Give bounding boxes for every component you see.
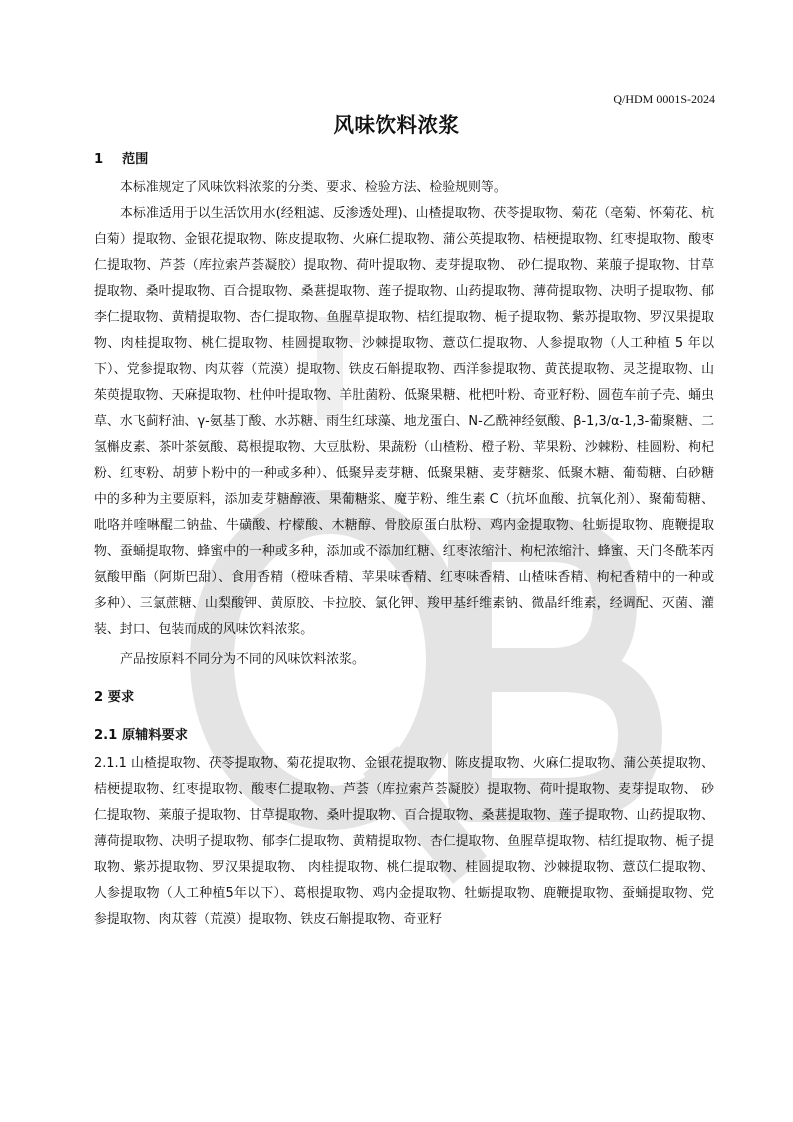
standard-code: Q/HDM 0001S-2024 — [613, 92, 715, 106]
raw-materials-paragraph-1: 2.1.1 山楂提取物、茯苓提取物、菊花提取物、金银花提取物、陈皮提取物、火麻仁提取物、蒲公英提取物、桔梗提取物、红枣提取物、酸枣仁提取物、芦荟（库拉索芦荟凝胶）提取物、荷叶提取物、麦芽提取物、 砂仁提取物、莱菔子提取物、甘草提取物、桑叶提取物、百合提取物、桑葚提取物、莲子提取物、山药提取物、薄荷提取物、决明子提取物、郁李仁提取物、黄精提取物、杏仁提取物、鱼腥草提取物、桔红提取物、栀子提取物、紫苏提取物、罗汉果提取物、 肉桂提取物、桃仁提取物、桂圆提取物、沙棘提取物、薏苡仁提取物、人参提取物（人工种植5年以下）、葛根提取物、鸡内金提取物、牡蛎提取物、鹿鞭提取物、蚕蛹提取物、党参提取物、肉苁蓉（荒漠）提取物、铁皮石斛提取物、奇亚籽 — [94, 756, 714, 927]
subsection-heading-raw-materials — [94, 721, 714, 751]
subsection-number: 2.1 — [94, 728, 118, 743]
section-title: 范围 — [122, 152, 149, 167]
section-title: 要求 — [107, 690, 135, 705]
section-heading-scope — [94, 145, 714, 175]
scope-paragraph-1: 本标准规定了风味饮料浓浆的分类、要求、检验方法、检验规则等。 — [120, 180, 507, 195]
document-title: 风味饮料浓浆 — [333, 113, 460, 137]
subsection-title: 原辅料要求 — [121, 728, 188, 743]
section-number: 1 — [94, 152, 104, 167]
document-body — [94, 145, 714, 933]
scope-paragraph-2: 本标准适用于以生活饮用水(经粗滤、反渗透处理)、山楂提取物、茯苓提取物、菊花（亳菊、怀菊花、杭白菊）提取物、金银花提取物、陈皮提取物、火麻仁提取物、蒲公英提取物、桔梗提取物、红枣提取物、酸枣仁提取物、芦荟（库拉索芦荟凝胶）提取物、荷叶提取物、麦芽提取物、 砂仁提取物、莱菔子提取物、甘草提取物、桑叶提取物、百合提取物、桑葚提取物、莲子提取物、山药提取物、薄荷提取物、决明子提取物、郁李仁提取物、黄精提取物、杏仁提取物、鱼腥草提取物、桔红提取物、栀子提取物、紫苏提取物、罗汉果提取物、肉桂提取物、桃仁提取物、桂圆提取物、沙棘提取物、薏苡仁提取物、人参提取物（人工种植 5 年以下）、党参提取物、肉苁蓉（荒漠）提取物、铁皮石斛提取物、西洋参提取物、黄芪提取物、灵芝提取物、山茱萸提取物、天麻提取物、杜仲叶提取物、羊肚菌粉、低聚果糖、枇杷叶粉、奇亚籽粉、圆苞车前子壳、蛹虫草、水飞蓟籽油、γ-氨基丁酸、水苏糖、雨生红球藻、地龙蛋白、N-乙酰神经氨酸、β-1,3/α-1,3-葡聚糖、二氢槲皮素、茶叶茶氨酸、葛根提取物、大豆肽粉、果蔬粉（山楂粉、橙子粉、苹果粉、沙棘粉、桂圆粉、枸杞粉、红枣粉、胡萝卜粉中的一种或多种）、低聚异麦芽糖、低聚果糖、麦芽糖浆、低聚木糖、葡萄糖、白砂糖中的多种为主要原料，添加麦芽糖醇液、果葡糖浆、魔芋粉、维生素 C（抗坏血酸、抗氧化剂）、聚葡萄糖、吡咯并喹啉醌二钠盐、牛磺酸、柠檬酸、木糖醇、骨胶原蛋白肽粉、鸡内金提取物、牡蛎提取物、鹿鞭提取物、蚕蛹提取物、蜂蜜中的一种或多种，添加或不添加红糖、红枣浓缩汁、枸杞浓缩汁、蜂蜜、天门冬酰苯丙氨酸甲酯（阿斯巴甜）、食用香精（橙味香精、苹果味香精、红枣味香精、山楂味香精、枸杞香精中的一种或多种）、三氯蔗糖、山梨酸钾、黄原胶、卡拉胶、氯化钾、羧甲基纤维素钠、微晶纤维素，经调配、灭菌、灌装、封口、包装而成的风味饮料浓浆。 — [94, 206, 714, 637]
section-number: 2 — [94, 690, 104, 705]
scope-paragraph-3: 产品按原料不同分为不同的风味饮料浓浆。 — [120, 652, 365, 667]
section-heading-requirements — [94, 683, 714, 713]
